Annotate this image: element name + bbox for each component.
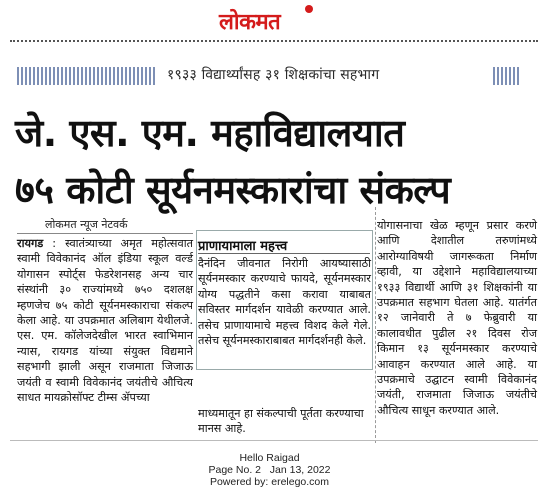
- page-footer: [0, 452, 539, 488]
- footer-edition: Hello Raigad: [239, 452, 300, 464]
- logo-dot-icon: [305, 5, 313, 13]
- column-divider: [375, 207, 376, 443]
- sidebar-box-title-rule: [198, 253, 370, 254]
- article-column-3: योगासनाचा खेळ म्हणून प्रसार करणे आणि देशातील तरुणांमध्ये आरोग्याविषयी जागरूकता निर्माण व्हावी, या उद्देशाने महाविद्यालयाच्या १९३३ विद्यार्थी आणि ३१ शिक्षकांनी या उपक्रमात सहभाग घेतला आहे. यातंर्गत १२ जानेवारी ते ७ फेब्रुवारी या कालावधीत पुढील २१ दिवस रोज किमान १३ सूर्यनमस्कार करण्याचे आवाहन करण्यात आले आहे. या उपक्रमाचे उद्घाटन स्वामी विवेकानंद जयंती, राजमाता जिजाऊ जयंतीचे औचित्य साधून करण्यात आले.: [377, 219, 537, 417]
- headline-line-2: ७५ कोटी सूर्यनमस्कारांचा संकल्प: [15, 168, 451, 212]
- dateline-place: रायगड: [17, 237, 44, 250]
- clipping-bottom-edge: [10, 440, 538, 443]
- subhead-stripe-left: [17, 67, 157, 85]
- footer-powered-by: Powered by: erelego.com: [209, 476, 330, 488]
- masthead-divider: [10, 40, 538, 44]
- article-column-1: [17, 236, 193, 405]
- article-subheading: १९३३ विद्यार्थ्यांसह ३१ शिक्षकांचा सहभाग: [167, 67, 380, 83]
- masthead: [0, 4, 539, 34]
- subhead-bar: [17, 64, 521, 87]
- subhead-stripe-right: [493, 67, 521, 85]
- sidebar-box-title: प्राणायामाला महत्त्व: [198, 239, 288, 254]
- sidebar-box-text: दैनंदिन जीवनात निरोगी आयष्यासाठी सूर्यनमस्कार करण्याचे फायदे, सूर्यनमस्कार योग्य पद्धतीने कसा करावा याबाबत सविस्तर मार्गदर्शन यावेळी करण्यात आले. तसेच प्राणायामाचे महत्त्व विशद केले गेले. तसेच सूर्यनमस्काराबाबत मार्गदर्शनही केले.: [198, 257, 371, 348]
- byline-rule: [17, 233, 193, 234]
- newspaper-logo: लोकमत: [219, 9, 281, 35]
- headline-line-1: जे. एस. एम. महाविद्यालयात: [15, 111, 405, 155]
- column-1-text: : स्वातंत्र्याच्या अमृत महोत्सवात स्वामी विवेकानंद ऑल इंडिया स्कूल वर्ल्ड योगासन स्पोर्ट्स फेडरेशनसह अन्य चार संस्थांनी ३० राज्यांमध्ये ७५० दशलक्ष म्हणजेच ७५ कोटी सूर्यनमस्काराचा संकल्प केला आहे. या उपक्रमात अलिबाग येथीलजे. एस. एम. कॉलेजदेखील भारत स्वाभिमान न्यास, रायगड यांच्या संयुक्त विद्यमाने सहभागी झाली असून राजमाता जिजाऊ जयंती व स्वामी विवेकानंद जयंतीचे औचित्य साधत मायक्रोसॉफ्ट टीम्स ॲपच्या: [17, 237, 193, 405]
- article-column-2-bottom: माध्यमातून हा संकल्पाची पूर्तता करण्याचा मानस आहे.: [198, 407, 364, 436]
- footer-page-date: Page No. 2 Jan 13, 2022: [208, 464, 331, 476]
- byline: लोकमत न्यूज नेटवर्क: [45, 218, 128, 231]
